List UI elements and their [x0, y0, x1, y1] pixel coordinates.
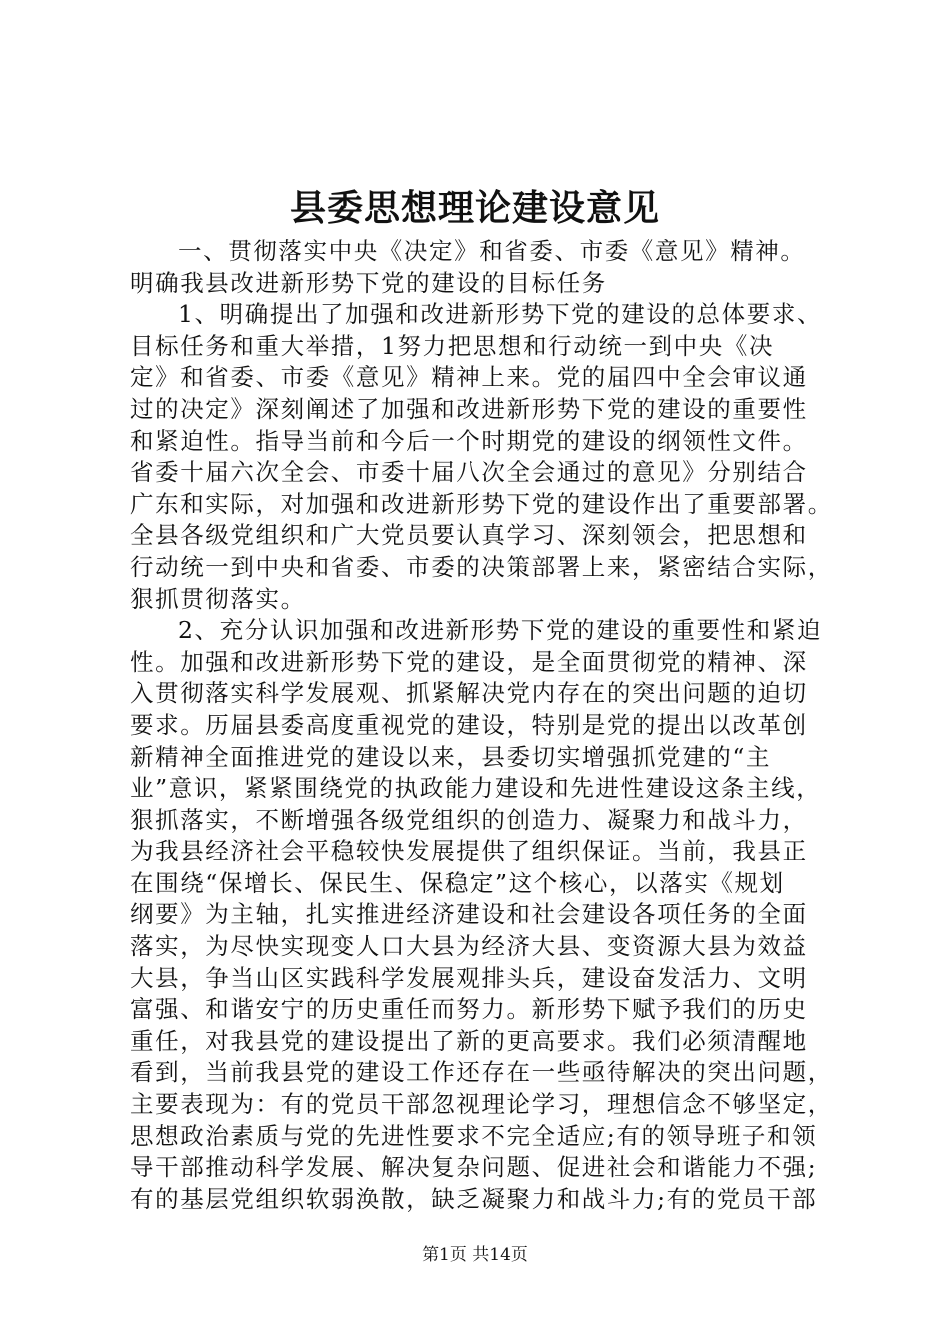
text-line: 2、充分认识加强和改进新形势下党的建设的重要性和紧迫 — [178, 616, 823, 645]
text-line: 导干部推动科学发展、解决复杂问题、促进社会和谐能力不强; — [130, 1153, 818, 1182]
text-line: 过的决定》深刻阐述了加强和改进新形势下党的建设的重要性 — [130, 394, 808, 423]
text-line: 业”意识，紧紧围绕党的执政能力建设和先进性建设这条主线， — [130, 774, 822, 803]
text-line: 和紧迫性。指导当前和今后一个时期党的建设的纲领性文件。 — [130, 426, 808, 455]
text-line: 在围绕“保增长、保民生、保稳定”这个核心，以落实《规划 — [130, 868, 785, 897]
text-line: 重任，对我县党的建设提出了新的更高要求。我们必须清醒地 — [130, 1026, 808, 1055]
text-line: 狠抓落实，不断增强各级党组织的创造力、凝聚力和战斗力， — [130, 805, 808, 834]
text-line: 思想政治素质与党的先进性要求不完全适应;有的领导班子和领 — [130, 1121, 818, 1150]
text-line: 一、贯彻落实中央《决定》和省委、市委《意见》精神。 — [178, 237, 806, 265]
text-line: 广东和实际，对加强和改进新形势下党的建设作出了重要部署。 — [130, 489, 833, 518]
text-line: 富强、和谐安宁的历史重任而努力。新形势下赋予我们的历史 — [130, 995, 808, 1024]
text-line: 定》和省委、市委《意见》精神上来。党的届四中全会审议通 — [130, 363, 808, 392]
text-line: 目标任务和重大举措，1努力把思想和行动统一到中央《决 — [130, 331, 775, 360]
text-line: 入贯彻落实科学发展观、抓紧解决党内存在的突出问题的迫切 — [130, 679, 808, 708]
document-title: 县委思想理论建设意见 — [289, 187, 660, 229]
text-line: 大县，争当山区实践科学发展观排头兵，建设奋发活力、文明 — [130, 963, 808, 992]
text-line: 行动统一到中央和省委、市委的决策部署上来，紧密结合实际， — [130, 552, 833, 581]
text-line: 要求。历届县委高度重视党的建设，特别是党的提出以改革创 — [130, 710, 808, 739]
text-line: 省委十届六次全会、市委十届八次全会通过的意见》分别结合 — [130, 458, 808, 487]
text-line: 看到，当前我县党的建设工作还存在一些亟待解决的突出问题， — [130, 1058, 833, 1087]
text-line: 全县各级党组织和广大党员要认真学习、深刻领会，把思想和 — [130, 521, 808, 550]
text-line: 明确我县改进新形势下党的建设的目标任务 — [130, 268, 607, 297]
text-line: 为我县经济社会平稳较快发展提供了组织保证。当前，我县正 — [130, 837, 808, 866]
text-line: 有的基层党组织软弱涣散，缺乏凝聚力和战斗力;有的党员干部 — [130, 1184, 818, 1213]
text-line: 狠抓贯彻落实。 — [130, 584, 306, 613]
page-number-footer: 第1页 共14页 — [422, 1245, 528, 1265]
text-line: 落实，为尽快实现变人口大县为经济大县、变资源大县为效益 — [130, 932, 808, 961]
text-line: 新精神全面推进党的建设以来，县委切实增强抓党建的“主 — [130, 742, 772, 771]
text-line: 1、明确提出了加强和改进新形势下党的建设的总体要求、 — [178, 300, 823, 329]
text-line: 纲要》为主轴，扎实推进经济建设和社会建设各项任务的全面 — [130, 900, 808, 929]
text-line: 主要表现为：有的党员干部忽视理论学习，理想信念不够坚定， — [130, 1090, 833, 1119]
text-line: 性。加强和改进新形势下党的建设，是全面贯彻党的精神、深 — [130, 647, 808, 676]
document-body — [130, 236, 833, 1215]
